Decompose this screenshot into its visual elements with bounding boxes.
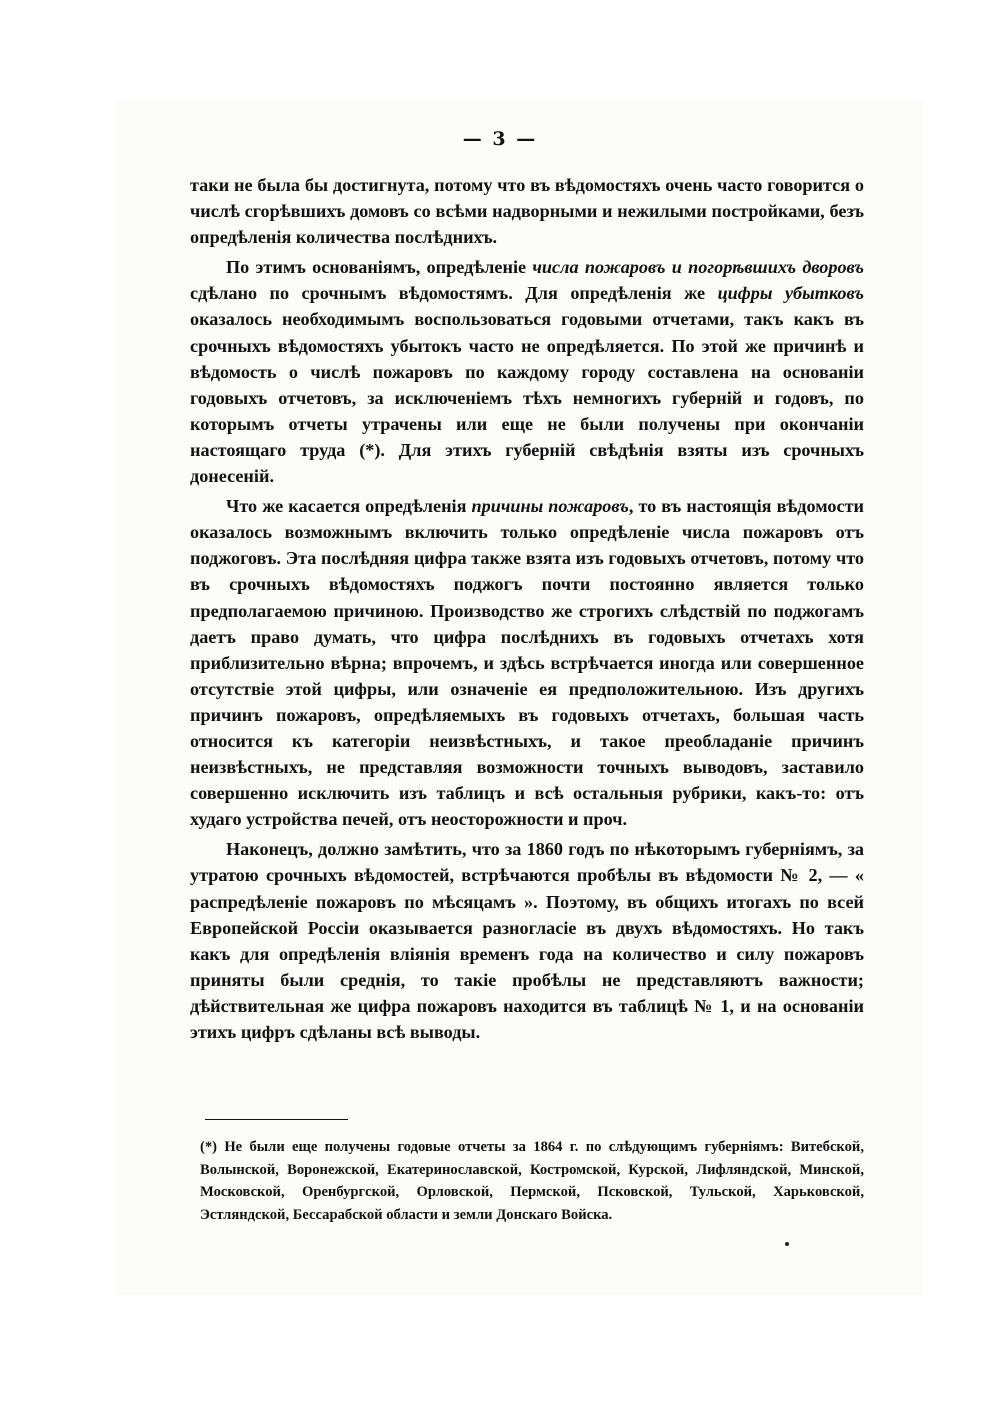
paragraph-4: Наконецъ, должно замѣтить, что за 1860 годъ по нѣкоторымъ губерніямъ, за утратою срочныхъ вѣдомостей, встрѣчаются пробѣлы въ вѣдомости № 2, — « распредѣленіе пожаровъ по мѣсяцамъ ». Поэтому, въ общихъ итогахъ по всей Европейской Россіи оказывается разногласіе въ двухъ вѣдомостяхъ. Но такъ какъ для опредѣленія вліянія временъ года на количество и силу пожаровъ приняты были среднія, то такіе пробѣлы не представляютъ важности; дѣйствительная же цифра пожаровъ находится въ таблицѣ № 1, и на основаніи этихъ цифръ сдѣланы всѣ выводы. xyxy=(190,839,864,1042)
paragraph-3-part-2: , то въ настоящія вѣдомости оказалось возможнымъ включить только опредѣленіе числа пожаровъ отъ поджоговъ. Эта послѣдняя цифра также взята изъ годовыхъ отчетовъ, потому что въ срочныхъ вѣдомостяхъ поджогъ почти постоянно является только предполагаемою причиною. Производство же строгихъ слѣдствій по поджогамъ даетъ право думать, что цифра послѣднихъ въ годовыхъ отчетахъ хотя приблизительно вѣрна; впрочемъ, и здѣсь встрѣчается иногда или совершенное отсутствіе этой цифры, или означеніе ея предположительною. Изъ другихъ причинъ пожаровъ, опредѣляемыхъ въ годовыхъ отчетахъ, большая часть относится къ категоріи неизвѣстныхъ, и такое преобладаніе причинъ неизвѣстныхъ, не представляя возможности точныхъ выводовъ, заставило совершенно исключить изъ таблицъ и всѣ остальныя рубрики, какъ-то: отъ худаго устройства печей, отъ неосторожности и проч. xyxy=(190,496,864,830)
emphasis-fire-causes: причины пожаровъ xyxy=(471,496,629,517)
emphasis-fires-count: числа пожаровъ и погорѣвшихъ дворовъ xyxy=(532,257,865,278)
paragraph-2-part-1: По этимъ основаніямъ, опредѣленіе xyxy=(226,257,533,278)
paragraph-1: таки не была бы достигнута, потому что въ вѣдомостяхъ очень часто говорится о числѣ сгорѣвшихъ домовъ со всѣми надворными и нежилыми постройками, безъ опредѣленія количества послѣднихъ. xyxy=(190,175,864,248)
page-number: — 3 — xyxy=(462,128,538,150)
footnote: (*) Не были еще получены годовые отчеты за 1864 г. по слѣдующимъ губерніямъ: Витебской, Волынской, Воронежской, Екатеринославской, Костромской, Курской, Лифляндской, Минской, Московской, Оренбургской, Орловской, Пермской, Псковской, Тульской, Харьковской, Эстляндской, Бессарабской области и земли Донскаго Войска. xyxy=(200,1139,864,1224)
paragraph-3-part-1: Что же касается опредѣленія xyxy=(226,496,472,517)
footnote-divider xyxy=(205,1119,348,1120)
paragraph-2 xyxy=(190,254,864,489)
paragraph-3 xyxy=(190,493,864,832)
paragraph-2-part-2: сдѣлано по срочнымъ вѣдомостямъ. Для опредѣленія же xyxy=(190,283,718,304)
body-text xyxy=(190,172,864,1049)
ink-spot xyxy=(785,1242,789,1246)
paragraph-2-part-3: оказалось необходимымъ воспользоваться годовыми отчетами, такъ какъ въ срочныхъ вѣдомостяхъ убытокъ часто не опредѣляется. По этой же причинѣ и вѣдомость о числѣ пожаровъ по каждому городу составлена на основаніи годовыхъ отчетовъ, за исключеніемъ тѣхъ немногихъ губерній и годовъ, по которымъ отчеты утрачены или еще не были получены при окончаніи настоящаго труда (*). Для этихъ губерній свѣдѣнія взяты изъ срочныхъ донесеній. xyxy=(190,309,864,487)
emphasis-losses: цифры убытковъ xyxy=(717,283,864,304)
